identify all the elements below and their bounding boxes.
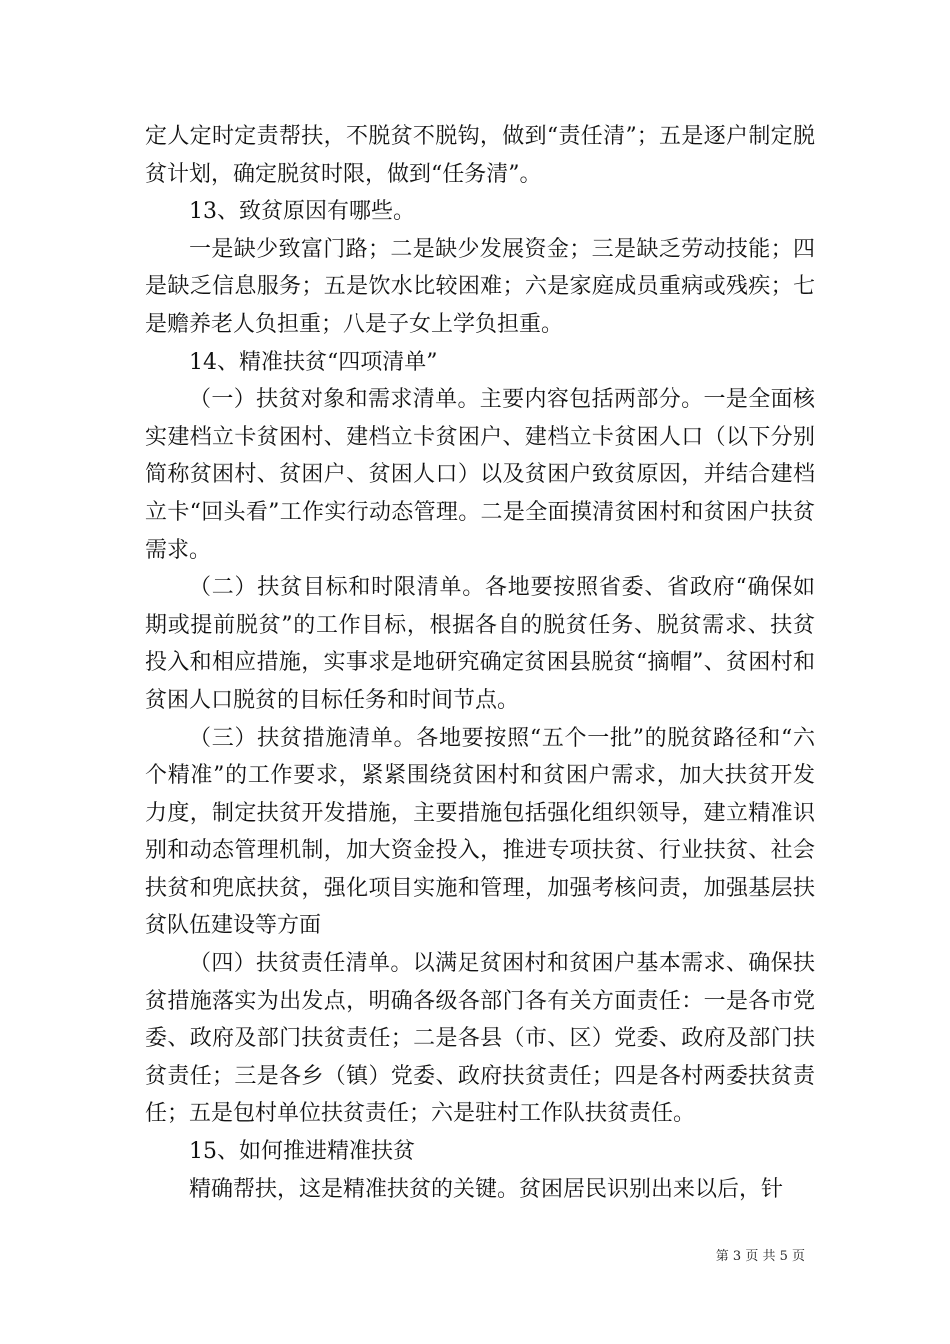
paragraph-continuation: 定人定时定责帮扶，不脱贫不脱钩，做到“责任清”；五是逐户制定脱贫计划，确定脱贫时限，做到“任务清”。 [145,124,815,187]
paragraph-list-3: （三）扶贫措施清单。各地要按照“五个一批”的脱贫路径和“六个精准”的工作要求，紧紧围绕贫困村和贫困户需求，加大扶贫开发力度，制定扶贫开发措施，主要措施包括强化组织领导，建立精准识别和动态管理机制，加大资金投入，推进专项扶贫、行业扶贫、社会扶贫和兜底扶贫，强化项目实施和管理，加强考核问责，加强基层扶贫队伍建设等方面 [145,725,815,939]
paragraph-precise-help: 精确帮扶，这是精准扶贫的关键。贫困居民识别出来以后，针 [189,1176,784,1202]
section-heading-13: 13、致贫原因有哪些。 [189,199,415,225]
paragraph-list-2: （二）扶贫目标和时限清单。各地要按照省委、省政府“确保如期或提前脱贫”的工作目标，根据各自的脱贫任务、脱贫需求、扶贫投入和相应措施，实事求是地研究确定贫困县脱贫“摘帽”、贫困村和贫困人口脱贫的目标任务和时间节点。 [145,575,815,713]
section-heading-15: 15、如何推进精准扶贫 [189,1139,415,1165]
page-number-footer: 第 3 页 共 5 页 [715,1249,805,1264]
paragraph-list-4: （四）扶贫责任清单。以满足贫困村和贫困户基本需求、确保扶贫措施落实为出发点，明确各级各部门各有关方面责任：一是各市党委、政府及部门扶贫责任；二是各县（市、区）党委、政府及部门扶贫责任；三是各乡（镇）党委、政府扶贫责任；四是各村两委扶贫责任；五是包村单位扶贫责任；六是驻村工作队扶贫责任。 [145,951,815,1127]
section-heading-14: 14、精准扶贫“四项清单” [189,349,438,375]
document-body [145,118,815,1208]
paragraph-list-1: （一）扶贫对象和需求清单。主要内容包括两部分。一是全面核实建档立卡贫困村、建档立卡贫困户、建档立卡贫困人口（以下分别简称贫困村、贫困户、贫困人口）以及贫困户致贫原因，并结合建档立卡“回头看”工作实行动态管理。二是全面摸清贫困村和贫困户扶贫需求。 [145,387,815,563]
paragraph-poverty-causes: 一是缺少致富门路；二是缺少发展资金；三是缺乏劳动技能；四是缺乏信息服务；五是饮水比较困难；六是家庭成员重病或残疾；七是赡养老人负担重；八是子女上学负担重。 [145,236,815,337]
